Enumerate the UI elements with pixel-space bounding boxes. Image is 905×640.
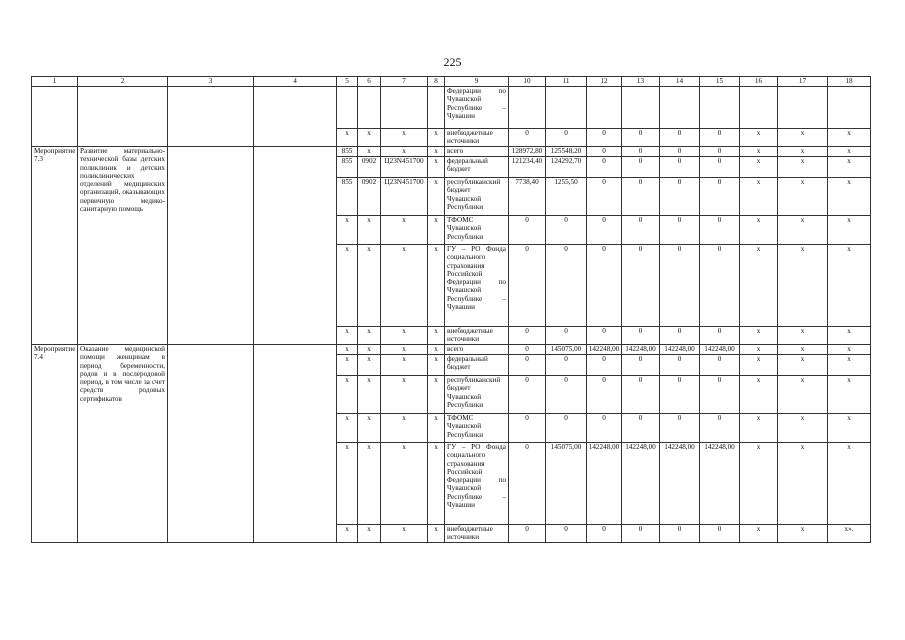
source-cell: ГУ – РО Фонда социального страхования Российской Федерации по Чувашской Республике – Чувашии	[445, 443, 509, 525]
value-cell: x	[778, 147, 828, 157]
value-cell: 125548,20	[546, 147, 587, 157]
value-cell: x	[381, 376, 428, 414]
value-cell: 0	[700, 157, 740, 178]
table-row	[32, 147, 871, 157]
value-cell: 855	[337, 147, 358, 157]
value-cell: x	[337, 376, 358, 414]
value-cell: x	[381, 525, 428, 543]
value-cell: 0	[700, 178, 740, 216]
value-cell: 0	[509, 129, 546, 147]
value-cell: 0	[660, 157, 700, 178]
column-number: 8	[428, 77, 445, 87]
value-cell: 128972,80	[509, 147, 546, 157]
value-cell: 0	[660, 178, 700, 216]
value-cell: x	[740, 245, 778, 327]
value-cell: 0	[700, 245, 740, 327]
value-cell: 0	[622, 414, 660, 443]
value-cell: x	[778, 414, 828, 443]
value-cell: 0	[622, 147, 660, 157]
value-cell: x	[358, 327, 381, 345]
value-cell: x	[381, 414, 428, 443]
value-cell: 0	[660, 376, 700, 414]
source-cell: ТФОМС Чувашской Республики	[445, 216, 509, 245]
source-cell: всего	[445, 345, 509, 355]
value-cell: 0	[700, 376, 740, 414]
column-number: 12	[587, 77, 622, 87]
value-cell: x	[778, 327, 828, 345]
empty-cell	[509, 87, 546, 129]
value-cell: 0	[622, 129, 660, 147]
value-cell: x».	[828, 525, 871, 543]
empty-cell	[337, 87, 358, 129]
value-cell: x	[778, 245, 828, 327]
value-cell: x	[428, 157, 445, 178]
value-cell: 0	[660, 327, 700, 345]
value-cell: 0	[660, 525, 700, 543]
measure-name: Мероприятие 7.3	[32, 147, 78, 345]
value-cell: x	[381, 245, 428, 327]
empty-cell	[828, 87, 871, 129]
source-cell: республиканский бюджет Чувашской Республики	[445, 376, 509, 414]
value-cell: x	[428, 345, 445, 355]
value-cell: x	[828, 147, 871, 157]
value-cell: x	[740, 157, 778, 178]
column-number: 4	[254, 77, 337, 87]
value-cell: 0	[587, 178, 622, 216]
value-cell: x	[778, 345, 828, 355]
value-cell: 0	[587, 414, 622, 443]
value-cell: 0	[660, 147, 700, 157]
value-cell: 0	[587, 157, 622, 178]
value-cell: x	[337, 414, 358, 443]
value-cell: x	[358, 443, 381, 525]
value-cell: 0	[700, 355, 740, 376]
value-cell: 0	[509, 355, 546, 376]
value-cell: x	[358, 147, 381, 157]
source-cell: ГУ – РО Фонда социального страхования Российской Федерации по Чувашской Республике – Чувашии	[445, 245, 509, 327]
source-cell: внебюджетные источники	[445, 327, 509, 345]
value-cell: 0902	[358, 178, 381, 216]
value-cell: x	[828, 245, 871, 327]
value-cell: x	[778, 376, 828, 414]
value-cell: x	[828, 443, 871, 525]
value-cell: x	[828, 327, 871, 345]
value-cell: x	[740, 178, 778, 216]
value-cell: 0	[587, 525, 622, 543]
value-cell: x	[358, 525, 381, 543]
column-number: 14	[660, 77, 700, 87]
value-cell: x	[828, 355, 871, 376]
value-cell: 142248,00	[660, 345, 700, 355]
value-cell: x	[381, 216, 428, 245]
value-cell: 0	[622, 525, 660, 543]
column-number: 7	[381, 77, 428, 87]
value-cell: 145075,00	[546, 443, 587, 525]
value-cell: 0	[509, 525, 546, 543]
table-row	[32, 87, 871, 129]
value-cell: x	[358, 414, 381, 443]
page-number: 225	[443, 55, 462, 69]
value-cell: x	[381, 443, 428, 525]
empty-cell	[622, 87, 660, 129]
value-cell: 0	[660, 245, 700, 327]
value-cell: 0	[546, 414, 587, 443]
value-cell: x	[740, 355, 778, 376]
value-cell: 0	[546, 327, 587, 345]
value-cell: 0	[509, 327, 546, 345]
value-cell: 0	[587, 147, 622, 157]
empty-cell	[740, 87, 778, 129]
empty-cell	[428, 87, 445, 129]
value-cell: x	[337, 129, 358, 147]
value-cell: 0	[622, 216, 660, 245]
column-number: 9	[445, 77, 509, 87]
value-cell: 7738,40	[509, 178, 546, 216]
empty-cell	[660, 87, 700, 129]
value-cell: x	[337, 327, 358, 345]
value-cell: Ц23N451700	[381, 178, 428, 216]
description-cell	[78, 87, 168, 147]
measure-description: Оказание медицинской помощи женщинам в период беременности, родов и в послеродовой период, в том числе за счет средств родовых сертификатов	[78, 345, 168, 543]
value-cell: x	[428, 443, 445, 525]
value-cell: 0	[700, 216, 740, 245]
value-cell: 124292,70	[546, 157, 587, 178]
column-number: 1	[32, 77, 78, 87]
value-cell: x	[740, 376, 778, 414]
column-number: 11	[546, 77, 587, 87]
value-cell: 142248,00	[587, 345, 622, 355]
measure-cell	[32, 87, 78, 147]
value-cell: 0	[622, 178, 660, 216]
empty-cell	[587, 87, 622, 129]
source-cell: Федерации по Чувашской Республике – Чувашии	[445, 87, 509, 129]
value-cell: x	[778, 443, 828, 525]
column-number: 2	[78, 77, 168, 87]
value-cell: x	[337, 345, 358, 355]
value-cell: x	[740, 147, 778, 157]
table-row	[32, 345, 871, 355]
value-cell: x	[778, 216, 828, 245]
value-cell: x	[740, 345, 778, 355]
value-cell: x	[428, 147, 445, 157]
value-cell: x	[428, 525, 445, 543]
value-cell: x	[337, 525, 358, 543]
value-cell: x	[358, 376, 381, 414]
empty-cell	[254, 87, 337, 147]
value-cell: x	[381, 345, 428, 355]
value-cell: x	[828, 216, 871, 245]
column-number: 6	[358, 77, 381, 87]
value-cell: 0	[622, 355, 660, 376]
value-cell: x	[778, 355, 828, 376]
value-cell: x	[381, 129, 428, 147]
value-cell: x	[740, 414, 778, 443]
value-cell: x	[778, 525, 828, 543]
value-cell: 0	[509, 345, 546, 355]
value-cell: 0	[509, 245, 546, 327]
value-cell: x	[740, 443, 778, 525]
value-cell: 0	[660, 216, 700, 245]
value-cell: 0	[700, 327, 740, 345]
value-cell: 142248,00	[622, 443, 660, 525]
value-cell: 0	[622, 327, 660, 345]
value-cell: x	[740, 327, 778, 345]
value-cell: x	[828, 157, 871, 178]
value-cell: 0	[622, 157, 660, 178]
value-cell: 0	[546, 376, 587, 414]
column-number: 16	[740, 77, 778, 87]
value-cell: x	[740, 129, 778, 147]
value-cell: x	[828, 376, 871, 414]
value-cell: x	[381, 327, 428, 345]
column-number: 18	[828, 77, 871, 87]
value-cell: x	[428, 178, 445, 216]
value-cell: x	[828, 178, 871, 216]
measure-name: Мероприятие 7.4	[32, 345, 78, 543]
empty-cell	[254, 147, 337, 345]
value-cell: 142248,00	[700, 345, 740, 355]
empty-cell	[168, 345, 254, 543]
source-cell: внебюджетные источники	[445, 129, 509, 147]
value-cell: x	[337, 245, 358, 327]
value-cell: 0	[546, 355, 587, 376]
value-cell: 0	[660, 414, 700, 443]
value-cell: 0	[587, 355, 622, 376]
empty-cell	[168, 87, 254, 147]
value-cell: x	[428, 129, 445, 147]
value-cell: 0	[700, 525, 740, 543]
source-cell: республиканский бюджет Чувашской Республики	[445, 178, 509, 216]
value-cell: x	[428, 376, 445, 414]
value-cell: 0	[509, 216, 546, 245]
value-cell: 0	[587, 216, 622, 245]
value-cell: x	[428, 216, 445, 245]
column-number: 10	[509, 77, 546, 87]
value-cell: 855	[337, 157, 358, 178]
value-cell: 1255,50	[546, 178, 587, 216]
value-cell: x	[337, 443, 358, 525]
value-cell: 0	[587, 327, 622, 345]
empty-cell	[546, 87, 587, 129]
value-cell: x	[778, 157, 828, 178]
value-cell: x	[740, 525, 778, 543]
value-cell: 0	[509, 414, 546, 443]
value-cell: 0	[700, 147, 740, 157]
empty-cell	[358, 87, 381, 129]
empty-cell	[381, 87, 428, 129]
value-cell: 142248,00	[660, 443, 700, 525]
value-cell: 0	[660, 129, 700, 147]
value-cell: x	[428, 414, 445, 443]
value-cell: x	[358, 216, 381, 245]
value-cell: x	[358, 355, 381, 376]
value-cell: 145075,00	[546, 345, 587, 355]
value-cell: Ц23N451700	[381, 157, 428, 178]
source-cell: ТФОМС Чувашской Республики	[445, 414, 509, 443]
empty-cell	[254, 345, 337, 543]
value-cell: x	[337, 355, 358, 376]
value-cell: 0	[546, 129, 587, 147]
value-cell: 0	[587, 129, 622, 147]
value-cell: 0902	[358, 157, 381, 178]
value-cell: 0	[622, 245, 660, 327]
column-number-row	[32, 77, 871, 87]
empty-cell	[700, 87, 740, 129]
value-cell: 0	[546, 525, 587, 543]
value-cell: x	[358, 345, 381, 355]
value-cell: 0	[700, 414, 740, 443]
value-cell: 855	[337, 178, 358, 216]
value-cell: 0	[700, 129, 740, 147]
value-cell: x	[358, 245, 381, 327]
column-number: 15	[700, 77, 740, 87]
value-cell: 142248,00	[700, 443, 740, 525]
measure-description: Развитие материально-технической базы детских поликлиник и детских поликлинических отделений медицинских организаций, оказывающих первичную медико-санитарную помощь	[78, 147, 168, 345]
budget-table	[31, 76, 871, 543]
source-cell: федеральный бюджет	[445, 355, 509, 376]
value-cell: x	[778, 129, 828, 147]
column-number: 13	[622, 77, 660, 87]
value-cell: x	[428, 327, 445, 345]
value-cell: 121234,40	[509, 157, 546, 178]
value-cell: x	[337, 216, 358, 245]
value-cell: 142248,00	[587, 443, 622, 525]
value-cell: 0	[546, 245, 587, 327]
value-cell: x	[828, 345, 871, 355]
value-cell: 0	[509, 443, 546, 525]
value-cell: x	[828, 129, 871, 147]
value-cell: x	[778, 178, 828, 216]
empty-cell	[168, 147, 254, 345]
value-cell: x	[428, 245, 445, 327]
value-cell: x	[358, 129, 381, 147]
value-cell: 0	[660, 355, 700, 376]
value-cell: x	[740, 216, 778, 245]
column-number: 17	[778, 77, 828, 87]
value-cell: 142248,00	[622, 345, 660, 355]
value-cell: 0	[509, 376, 546, 414]
column-number: 5	[337, 77, 358, 87]
value-cell: 0	[622, 376, 660, 414]
value-cell: 0	[587, 245, 622, 327]
source-cell: внебюджетные источники	[445, 525, 509, 543]
value-cell: x	[381, 355, 428, 376]
empty-cell	[778, 87, 828, 129]
value-cell: x	[828, 414, 871, 443]
source-cell: федеральный бюджет	[445, 157, 509, 178]
column-number: 3	[168, 77, 254, 87]
value-cell: x	[381, 147, 428, 157]
source-cell: всего	[445, 147, 509, 157]
value-cell: 0	[546, 216, 587, 245]
value-cell: x	[428, 355, 445, 376]
value-cell: 0	[587, 376, 622, 414]
